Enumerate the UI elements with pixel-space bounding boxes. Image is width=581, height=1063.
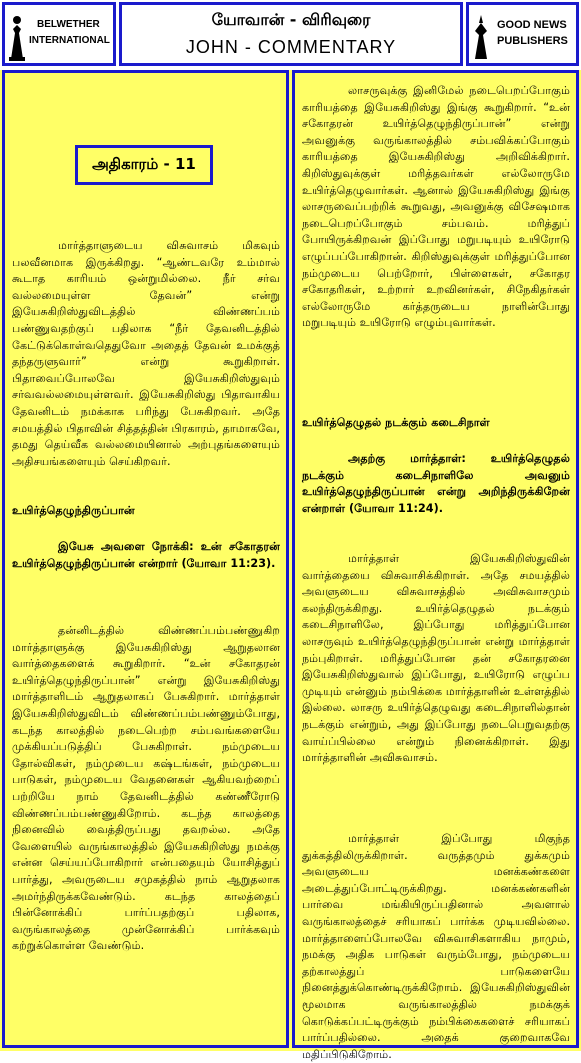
title-tamil: யோவான் - விரிவுரை [211,10,371,29]
left-logo-line1: BELWETHER [37,19,100,30]
right-paragraph-1: லாசருவுக்கு இனிமேல் நடைபெறப்போகும் காரியத்தை இயேசுகிறிஸ்து இங்கு கூறுகிறார். “உன் சகோதரன் உயிர்த்தெழுந்திருப்பான்” என்று அவனுக்கு வருங்காலத்தில் சம்பவிக்கப்போகும் காரியத்தை இயேசுகிறிஸ்து அறிவிக்கிறார். கிறிஸ்துவுக்குள் மரித்தவர்கள் எல்லோருமே உயிர்த்தெழுவார்கள். ஆனால் இயேசுகிறிஸ்து இங்கு லாசருவைப்பற்றிக் கூறுவது, அவனுக்கு விசேஷமாக நடைபெறப்போகும் சம்பவம். மரித்துப் போயிருக்கிறவன் இப்போது மறுபடியும் உயிரோடு எழுப்பப்போகிறான். கிறிஸ்துவுக்குள் மரித்துப்போன நம்முடைய பெற்றோர், பிள்ளைகள், சகோதர சகோதரிகள், உற்றார் உறவினர்கள், சிநேகிதர்கள் எல்லோருமே கர்த்தருடைய நாளின்போது மறுபடியும் உயிரோடு எழும்புவார்கள். [302,84,570,330]
verse-john-11-24: அதற்கு மார்த்தாள்: உயிர்த்தெழுதல் நடக்கும் கடைசிநாளிலே அவனும் உயிர்த்தெழுந்திருப்பான் என்று அறிந்திருக்கிறேன் என்றாள் (யோவா 11:24). [302,452,570,515]
title-box [119,2,463,66]
left-column [2,70,289,1048]
right-paragraph-3: மார்த்தாள் இப்போது மிகுந்த துக்கத்திலிருக்கிறாள். வருத்தமும் துக்கமும் அவளுடைய மனக்கண்களை அடைத்துப்போட்டிருக்கிறது. மனக்கண்களின் பார்வை மங்கியிருப்பதினால் அவளால் வருங்காலத்தைச் சரியாகப் பார்க்க முடியவில்லை. மார்த்தாளைப்போலவே விசுவாசிகளாகிய நாமும், நமக்கு அதிக பாடுகள் வரும்போது, நம்முடைய தற்காலத்துப் பாடுகளையே நினைத்துக்கொண்டிருக்கிறோம். இயேசுகிறிஸ்துவின் மூலமாக வருங்காலத்தில் நமக்குக் கொடுக்கப்பட்டிருக்கும் நம்பிக்கைகளைச் சரியாகப் பார்ப்பதில்லை. அதைக் குறைவாகவே மதிப்பிடுகிறோம். [302,832,570,1061]
header [0,0,581,70]
left-paragraph-1: மார்த்தாளுடைய விசுவாசம் மிகவும் பலவீனமாக இருக்கிறது. “ஆண்டவரே உம்மால் கூடாத காரியம் ஒன்றுமில்லை. நீர் சர்வ வல்லமையுள்ள தேவன்” என்று இயேசுகிறிஸ்துவிடத்தில் விண்ணப்பம் பண்ணுவதற்குப் பதிலாக “நீர் தேவனிடத்தில் கேட்டுக்கொள்வதெதுவோ அதைத் தேவன் உமக்குத் தந்தருளுவார்” என்று கூறுகிறாள். பிதாவைப்போலவே இயேசுகிறிஸ்துவும் சர்வவல்லமையுள்ளவர். இயேசுகிறிஸ்து பிதாவாகிய தேவனிடம் நமக்காக பரிந்து பேசுகிறவர். அதே சமயத்தில் பிதாவின் சித்தத்தின் பிரகாரம், தாமாகவே, தமது தெய்வீக வல்லமையினால் அற்புதங்களையும் அதிசயங்களையும் செய்கிறவர். [12,239,280,468]
right-logo-box [466,2,579,66]
title-english: JOHN - COMMENTARY [185,37,397,57]
right-logo-line1: GOOD NEWS [497,19,567,31]
chapter-heading: அதிகாரம் - 11 [75,145,213,185]
right-logo-line2: PUBLISHERS [497,35,568,47]
section-heading-resurrection: உயிர்த்தெழுந்திருப்பான் [12,504,135,517]
left-logo-box [2,2,116,66]
right-column [292,70,579,1061]
section-heading-last-day: உயிர்த்தெழுதல் நடக்கும் கடைசிநாள் [302,416,490,429]
left-logo-line2: INTERNATIONAL [29,35,110,46]
left-paragraph-2: தன்னிடத்தில் விண்ணப்பம்பண்ணுகிற மார்த்தாளுக்கு இயேசுகிறிஸ்து ஆறுதலான வார்த்தைகளைக் கூறுகிறார். “உன் சகோதரன் உயிர்த்தெழுந்திருப்பான்” என்று இயேசுகிறிஸ்து மார்த்தாளிடம் ஆறுதலாகப் பேசுகிறார். மார்த்தாள் இயேசுகிறிஸ்துவிடம் விண்ணப்பம்பண்ணும்போது, கடந்த காலத்தில் நடைபெற்ற சம்பவங்களையே முக்கியப்படுத்திப் பேசுகிறாள். நம்முடைய தோல்விகள், நம்முடைய கஷ்டங்கள், நம்முடைய பாடுகள், நம்முடைய வேதனைகள் ஆகியவற்றைப் பற்றியே நாம் தேவனிடத்தில் கண்ணீரோடு விண்ணப்பம்பண்ணுகிறோம். கடந்த காலத்தை நினைவில் வைத்திருப்பது தவறல்ல. அதே வேளையில் வருங்காலத்தில் இயேசுகிறிஸ்து நமக்கு என்ன செய்யப்போகிறார் என்பதையும் யோசித்துப் பார்த்து, அவருடைய சமுகத்தில் நாம் ஆறுதலாக அமர்ந்திருக்கவேண்டும். கடந்த காலத்தைப் பின்னோக்கிப் பார்ப்பதற்குப் பதிலாக, வருங்காலத்தை முன்னோக்கிப் பார்க்கவும் கற்றுக்கொள்ள வேண்டும். [12,624,280,953]
right-paragraph-2: மார்த்தாள் இயேசுகிறிஸ்துவின் வார்த்தையை விசுவாசிக்கிறாள். அதே சமயத்தில் அவளுடைய விசுவாசத்தில் அவிசுவாசமும் கலந்திருக்கிறது. உயிர்த்தெழுதல் நடக்கும் கடைசிநாளிலே, இப்போது மரித்துப்போன லாசருவும் உயிர்த்தெழுந்திருப்பான் என்று மார்த்தாள் நம்புகிறாள். மரித்துப்போன தன் சகோதரனை இயேசுகிறிஸ்துவால் இப்போது, உயிரோடு எழுப்ப முடியும் என்னும் நம்பிக்கை மார்த்தாளின் உள்ளத்தில் இல்லை. லாசரு உயிர்த்தெழுவது கடைசிநாளில்தான் நடக்கும் என்றும், அது இப்போது நடைபெறுவதற்கு வாய்ப்பில்லை என்றும் நினைக்கிறாள். இது மார்த்தாளின் அவிசுவாசம். [302,552,570,765]
verse-john-11-23: இயேசு அவளை நோக்கி: உன் சகோதரன் உயிர்த்தெழுந்திருப்பான் என்றார் (யோவா 11:23). [12,540,280,570]
